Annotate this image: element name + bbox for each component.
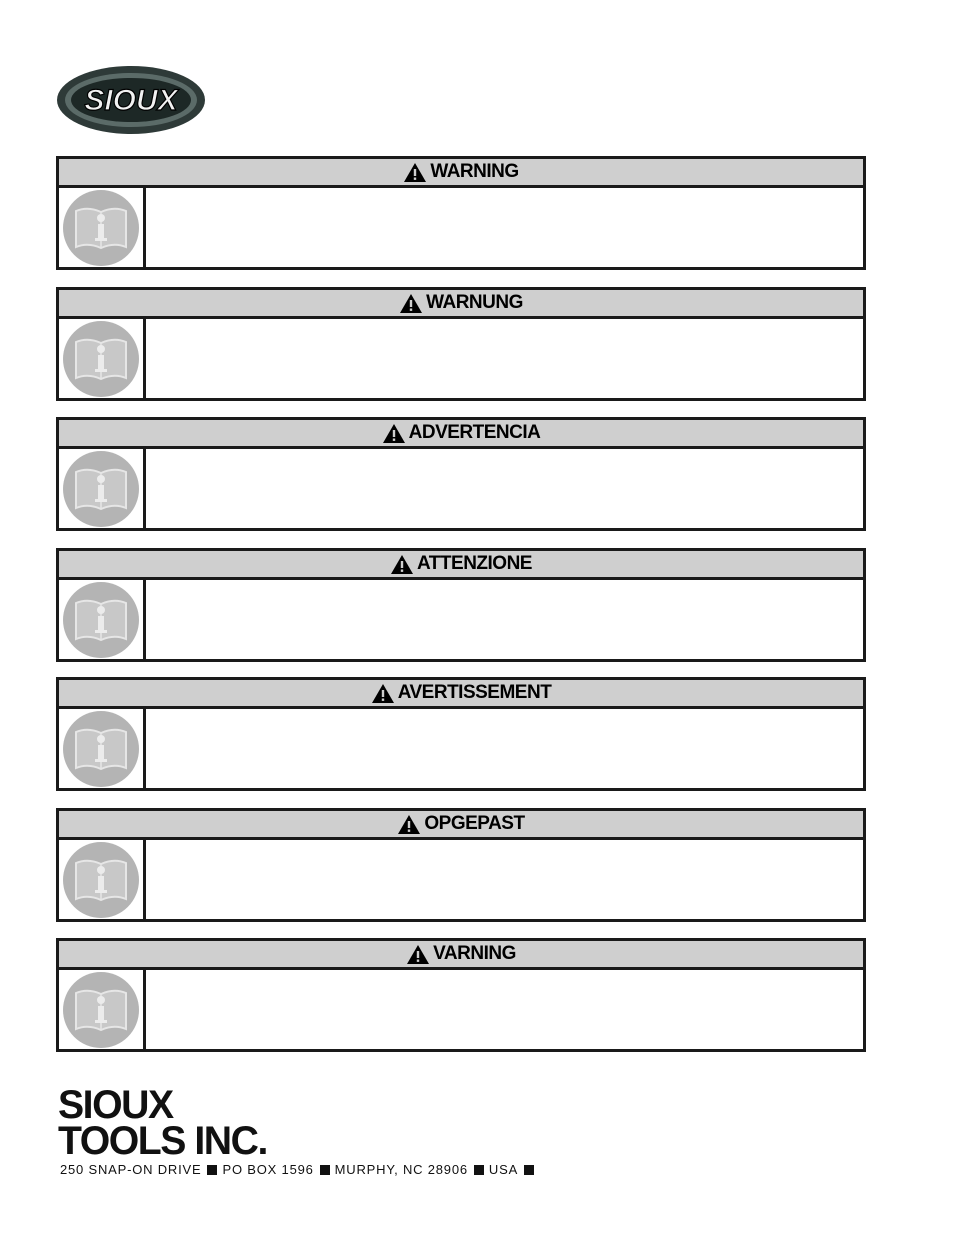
separator-square-icon	[474, 1165, 484, 1175]
warning-box-sv	[56, 938, 866, 1052]
logo-text: SIOUX	[84, 84, 178, 117]
warning-box-en	[56, 156, 866, 270]
warning-box-de	[56, 287, 866, 401]
separator-square-icon	[207, 1165, 217, 1175]
warning-title: WARNING	[430, 161, 519, 182]
warning-text-area	[146, 188, 863, 267]
read-manual-icon	[62, 841, 140, 919]
warning-text-area	[146, 580, 863, 659]
warning-header	[59, 680, 863, 709]
sioux-logo	[52, 60, 210, 140]
warning-title: WARNUNG	[426, 292, 523, 313]
company-name-line2: TOOLS INC.	[58, 1119, 267, 1163]
company-logo	[58, 1083, 271, 1163]
warning-triangle-icon	[406, 944, 430, 965]
warning-title: VARNING	[433, 943, 516, 964]
warning-header	[59, 290, 863, 319]
address-city: MURPHY, NC 28906	[334, 1162, 468, 1177]
warning-title: OPGEPAST	[424, 813, 525, 834]
warning-header	[59, 551, 863, 580]
warning-text-area	[146, 319, 863, 398]
warning-triangle-icon	[382, 423, 406, 444]
address-street: 250 SNAP-ON DRIVE	[60, 1162, 202, 1177]
warning-header	[59, 811, 863, 840]
read-manual-icon	[62, 971, 140, 1049]
warning-box-es	[56, 417, 866, 531]
warning-triangle-icon	[399, 293, 423, 314]
address-country: USA	[488, 1162, 519, 1177]
warning-title: ADVERTENCIA	[408, 422, 541, 443]
warning-header	[59, 941, 863, 970]
company-name-line1: SIOUX	[58, 1083, 173, 1127]
read-manual-icon	[62, 320, 140, 398]
warning-title: ATTENZIONE	[417, 553, 532, 574]
warning-triangle-icon	[371, 683, 395, 704]
separator-square-icon	[320, 1165, 330, 1175]
warning-header	[59, 420, 863, 449]
read-manual-icon	[62, 189, 140, 267]
warning-box-fr	[56, 677, 866, 791]
warning-text-area	[146, 970, 863, 1049]
warning-triangle-icon	[397, 814, 421, 835]
read-manual-icon	[62, 581, 140, 659]
warning-triangle-icon	[403, 162, 427, 183]
warning-text-area	[146, 449, 863, 528]
warning-box-nl	[56, 808, 866, 922]
read-manual-icon	[62, 450, 140, 528]
warning-header	[59, 159, 863, 188]
company-address	[60, 1162, 539, 1177]
warning-text-area	[146, 840, 863, 919]
warning-triangle-icon	[390, 554, 414, 575]
warning-title: AVERTISSEMENT	[397, 682, 552, 703]
warning-box-it	[56, 548, 866, 662]
warning-text-area	[146, 709, 863, 788]
separator-square-icon	[524, 1165, 534, 1175]
address-po-box: PO BOX 1596	[222, 1162, 314, 1177]
read-manual-icon	[62, 710, 140, 788]
